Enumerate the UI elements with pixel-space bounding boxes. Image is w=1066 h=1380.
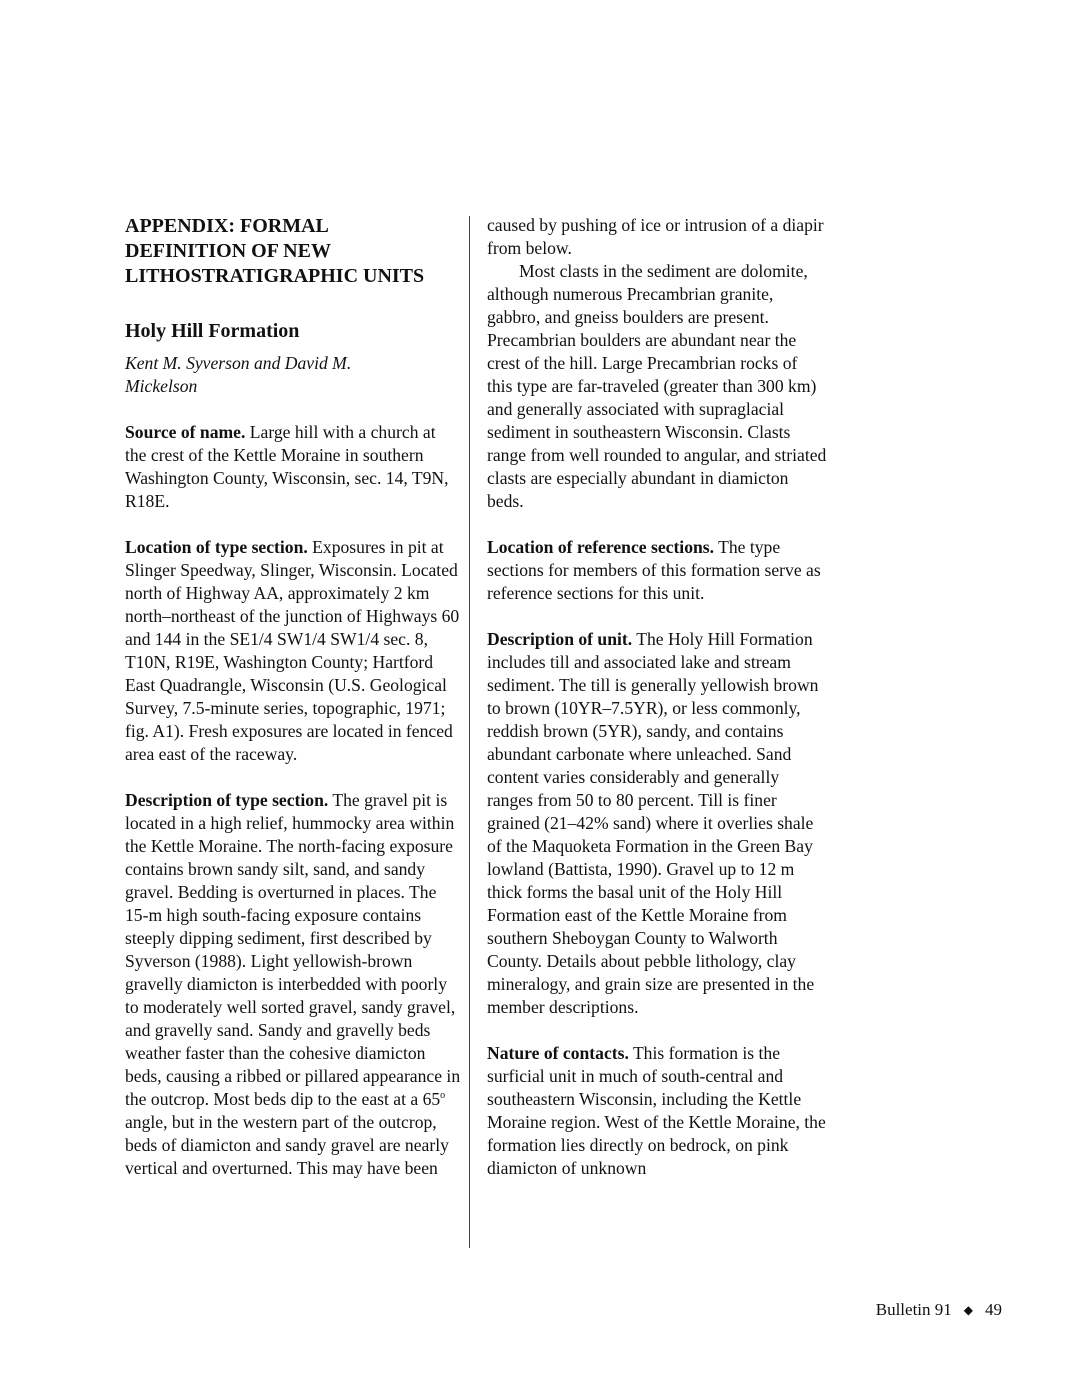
nature-of-contacts-heading: Nature of contacts. <box>487 1043 629 1063</box>
source-of-name-paragraph <box>125 421 461 513</box>
location-type-section-text: Exposures in pit at Slinger Speedway, Slinger, Wisconsin. Located north of Highway AA, approximately 2 km north–northeast of the junction of Highways 60 and 144 in the SE1/4 SW1/4 SW1/4 sec. 8, T10N, R19E, Washington County; Hartford East Quadrangle, Wisconsin (U.S. Geological Survey, 7.5-minute series, topographic, 1971; fig. A1). Fresh exposures are located in fenced area east of the raceway. <box>125 537 460 764</box>
source-of-name-text: Large hill with a church at the crest of the Kettle Moraine in southern Washington County, Wisconsin, sec. 14, T9N, R18E. <box>125 422 449 511</box>
publication-name: Bulletin 91 <box>875 1300 952 1319</box>
appendix-title <box>125 214 461 289</box>
location-type-section-paragraph <box>125 536 461 766</box>
location-type-section-heading: Location of type section. <box>125 537 308 557</box>
column-divider <box>469 216 470 1248</box>
right-column <box>487 214 827 1180</box>
appendix-title-line: DEFINITION OF NEW <box>125 240 331 262</box>
clasts-paragraph: Most clasts in the sediment are dolomite, although numerous Precambrian granite, gabbro, and gneiss boulders are present. Precambrian boulders are abundant near the crest of the hill. Large Precambrian rocks of this type are far-traveled (greater than 300 km) and generally associated with supraglacial sediment in southeastern Wisconsin. Clasts range from well rounded to angular, and striated clasts are especially abundant in diamicton beds. <box>487 261 827 511</box>
location-reference-sections-heading: Location of reference sections. <box>487 537 715 557</box>
authors-line: Kent M. Syverson and David M. <box>125 353 352 373</box>
appendix-title-line: LITHOSTRATIGRAPHIC UNITS <box>125 265 425 287</box>
authors-line: Mickelson <box>125 376 198 396</box>
description-type-section-text: The gravel pit is located in a high relief, hummocky area within the Kettle Moraine. The north-facing exposure contains brown sandy silt, sand, and sandy gravel. Bedding is overturned in places. The 15-m high south-facing exposure contains steeply dipping sediment, first described by Syverson (1988). Light yellowish-brown gravelly diamicton is interbedded with poorly to moderately well sorted gravel, sandy gravel, and gravelly sand. Sandy and gravelly beds weather faster than the cohesive diamicton beds, causing a ribbed or pillared appearance in the outcrop. Most beds dip to the east at a 65 <box>125 790 461 1109</box>
left-column <box>125 214 461 1180</box>
description-of-unit-heading: Description of unit. <box>487 629 633 649</box>
page-number: 49 <box>985 1300 1002 1319</box>
formation-title: Holy Hill Formation <box>125 320 300 342</box>
authors <box>125 352 461 398</box>
description-of-unit-text: The Holy Hill Formation includes till and associated lake and stream sediment. The till is generally yellowish brown to brown (10YR–7.5YR), or less commonly, reddish brown (5YR), sandy, and contains abundant carbonate where unleached. Sand content varies considerably and generally ranges from 50 to 80 percent. Till is finer grained (21–42% sand) where it overlies shale of the Maquoketa Formation in the Green Bay lowland (Battista, 1990). Gravel up to 12 m thick forms the basal unit of the Holy Hill Formation east of the Kettle Moraine from southern Sheboygan County to Walworth County. Details about pebble lithology, clay mineralogy, and grain size are presented in the member descriptions. <box>487 629 819 1017</box>
description-type-section-paragraph <box>125 789 461 1180</box>
nature-of-contacts-paragraph <box>487 1042 827 1180</box>
description-type-section-heading: Description of type section. <box>125 790 329 810</box>
degree-superscript: o <box>440 1090 446 1102</box>
description-of-unit-paragraph <box>487 628 827 1019</box>
appendix-title-line: APPENDIX: FORMAL <box>125 215 329 237</box>
page-footer <box>876 1299 1002 1322</box>
description-type-section-text-end: angle, but in the western part of the outcrop, beds of diamicton and sandy gravel are nearly vertical and overturned. This may have been <box>125 1112 449 1178</box>
location-reference-sections-paragraph <box>487 536 827 605</box>
nature-of-contacts-text: This formation is the surficial unit in much of south-central and southeastern Wisconsin, including the Kettle Moraine region. West of the Kettle Moraine, the formation lies directly on bedrock, on pink diamicton of unknown <box>487 1043 826 1178</box>
diamond-separator-icon: ◆ <box>963 1303 973 1317</box>
location-reference-sections-text: The type sections for members of this formation serve as reference sections for this unit. <box>487 537 821 603</box>
source-of-name-heading: Source of name. <box>125 422 246 442</box>
description-type-section-continuation: caused by pushing of ice or intrusion of a diapir from below. <box>487 215 824 258</box>
